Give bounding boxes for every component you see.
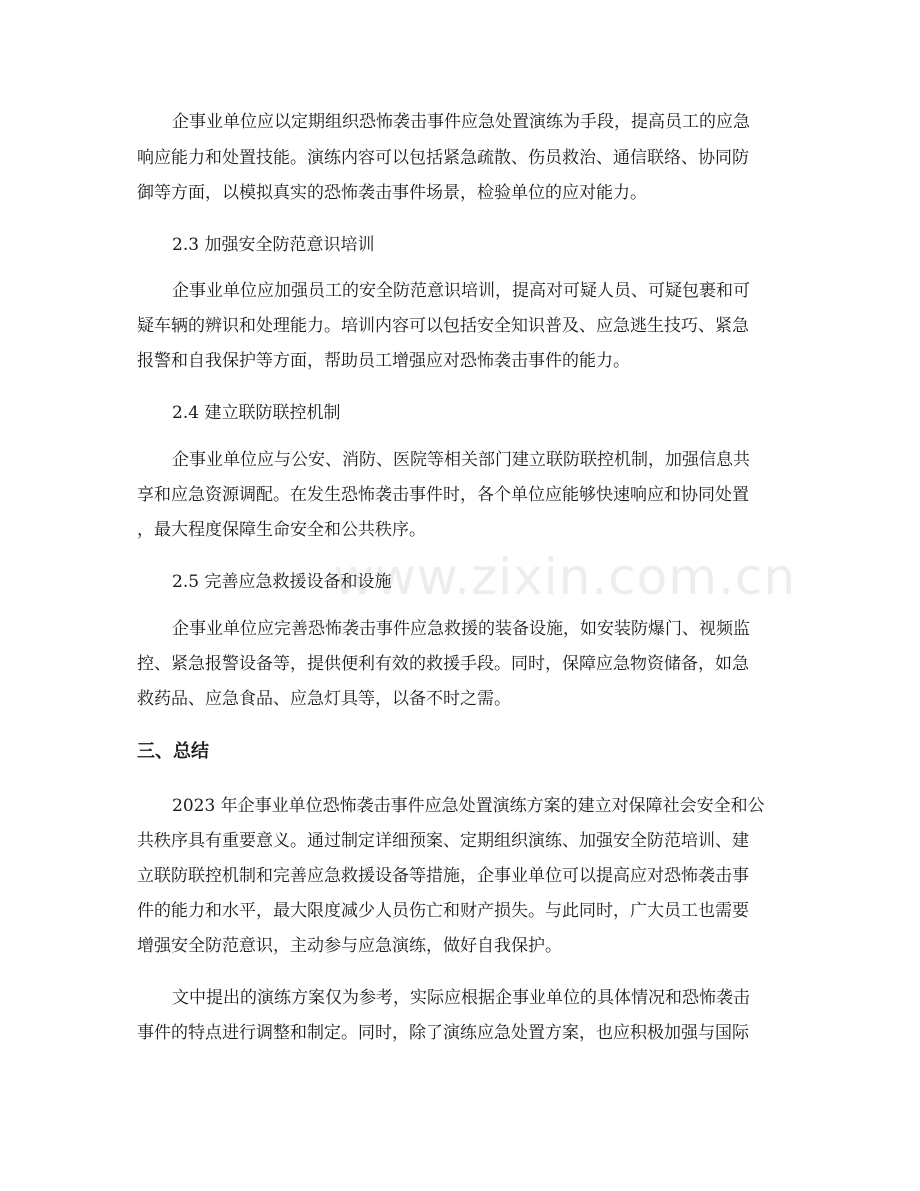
paragraph-line: 控、紧急报警设备等，提供便利有效的救援手段。同时，保障应急物资储备，如急: [137, 654, 749, 674]
paragraph-line: 报警和自我保护等方面，帮助员工增强应对恐怖袭击事件的能力。: [137, 351, 630, 371]
paragraph-line: ，最大程度保障生命安全和公共秩序。: [137, 520, 426, 540]
paragraph-line: 共秩序具有重要意义。通过制定详细预案、定期组织演练、加强安全防范培训、建: [137, 831, 749, 851]
paragraph-line: 响应能力和处置技能。演练内容可以包括紧急疏散、伤员救治、通信联络、协同防: [137, 148, 749, 168]
paragraph-line: 事件的特点进行调整和制定。同时，除了演练应急处置方案，也应积极加强与国际: [137, 1023, 749, 1043]
paragraph-line: 企事业单位应完善恐怖袭击事件应急救援的装备设施，如安装防爆门、视频监: [172, 619, 750, 639]
paragraph-line: 疑车辆的辨识和处理能力。培训内容可以包括安全知识普及、应急逃生技巧、紧急: [137, 316, 749, 336]
paragraph-line: 2023 年企事业单位恐怖袭击事件应急处置演练方案的建立对保障社会安全和公: [172, 796, 765, 816]
paragraph-line: 御等方面，以模拟真实的恐怖袭击事件场景，检验单位的应对能力。: [137, 183, 647, 203]
section-heading-2-3: 2.3 加强安全防范意识培训: [172, 235, 375, 255]
paragraph-line: 立联防联控机制和完善应急救援设备等措施，企事业单位可以提高应对恐怖袭击事: [137, 866, 749, 886]
paragraph-line: 件的能力和水平，最大限度减少人员伤亡和财产损失。与此同时，广大员工也需要: [137, 901, 749, 921]
paragraph-line: 企事业单位应加强员工的安全防范意识培训，提高对可疑人员、可疑包裹和可: [172, 281, 750, 301]
paragraph-line: 企事业单位应以定期组织恐怖袭击事件应急处置演练为手段，提高员工的应急: [172, 112, 750, 132]
paragraph-line: 救药品、应急食品、应急灯具等，以备不时之需。: [137, 689, 511, 709]
section-heading-summary: 三、总结: [137, 741, 209, 762]
section-heading-2-5: 2.5 完善应急救援设备和设施: [172, 572, 392, 592]
watermark-text: www.zixin.com.cn: [333, 548, 797, 606]
paragraph-line: 增强安全防范意识，主动参与应急演练，做好自我保护。: [137, 936, 562, 956]
section-heading-2-4: 2.4 建立联防联控机制: [172, 403, 341, 423]
paragraph-line: 享和应急资源调配。在发生恐怖袭击事件时，各个单位应能够快速响应和协同处置: [137, 485, 749, 505]
paragraph-line: 文中提出的演练方案仅为参考，实际应根据企事业单位的具体情况和恐怖袭击: [172, 988, 750, 1008]
paragraph-line: 企事业单位应与公安、消防、医院等相关部门建立联防联控机制，加强信息共: [172, 450, 750, 470]
